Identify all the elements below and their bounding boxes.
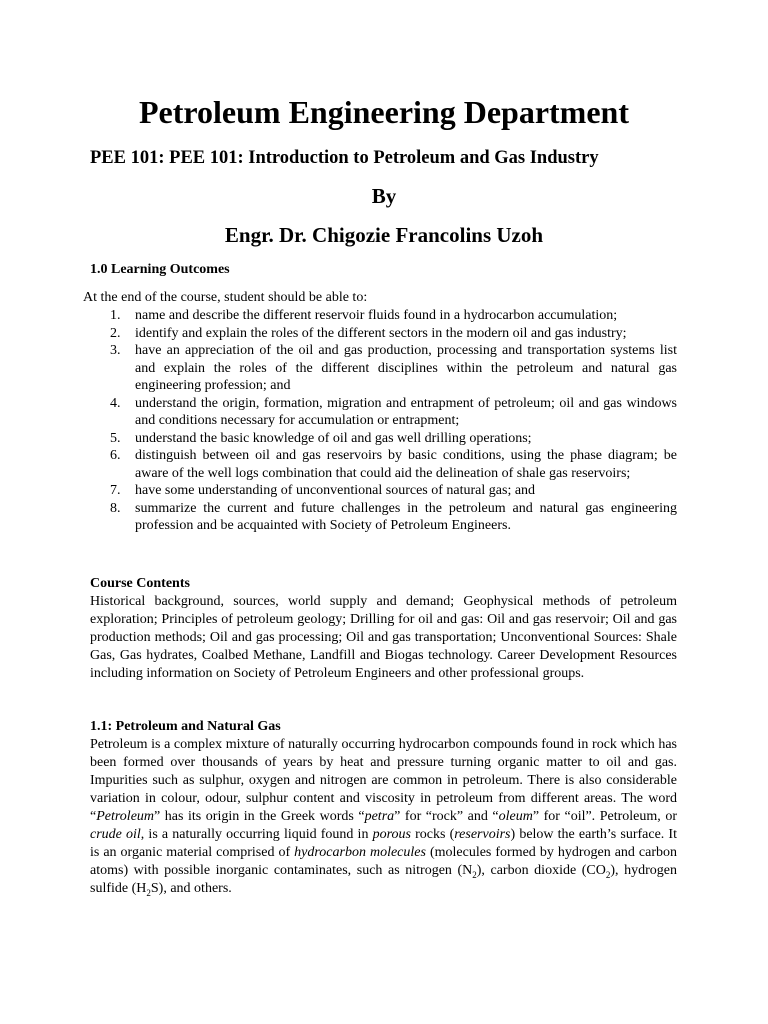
list-text: understand the basic knowledge of oil and gas well drilling operations;: [135, 430, 532, 446]
list-text: summarize the current and future challenges in the petroleum and natural gas engineering profession and be acquainted with Society of Petroleum Engineers.: [135, 500, 677, 533]
paragraph-text: ), carbon dioxide (CO: [476, 863, 606, 878]
by-label: By: [371, 184, 397, 208]
list-number: 3.: [110, 343, 121, 358]
learning-outcomes-intro: At the end of the course, student should be able to:: [83, 290, 368, 305]
emphasis-text: Petroleum: [96, 809, 155, 824]
emphasis-text: petra: [364, 809, 395, 824]
paragraph-text: ) below the earth’s surface. It is an organic material comprised of: [90, 827, 677, 860]
course-contents-heading: Course Contents: [90, 576, 190, 591]
paragraph-text: S), and others.: [150, 881, 232, 896]
emphasis-text: reservoirs: [454, 827, 511, 842]
list-number: 2.: [110, 325, 121, 341]
course-title: PEE 101: PEE 101: Introduction to Petroleum and Gas Industry: [90, 148, 599, 168]
author-name: Engr. Dr. Chigozie Francolins Uzoh: [224, 223, 544, 247]
list-text: name and describe the different reservoir fluids found in a hydrocarbon accumulation;: [135, 308, 618, 323]
subscript: 2: [146, 887, 151, 898]
list-number: 6.: [110, 448, 121, 463]
emphasis-text: crude oil: [90, 827, 141, 842]
learning-outcomes-list: [0, 307, 768, 535]
paragraph-text: ” has its origin in the Greek words “: [154, 809, 365, 824]
subscript: 2: [605, 869, 611, 880]
department-title: Petroleum Engineering Department: [139, 94, 629, 130]
petroleum-section-heading: 1.1: Petroleum and Natural Gas: [90, 719, 281, 734]
list-number: 1.: [110, 308, 121, 323]
learning-outcomes-heading: 1.0 Learning Outcomes: [90, 262, 230, 277]
paragraph-text: (molecules formed by hydrogen and carbon atoms) with possible inorganic contaminates, such as nitrogen (N: [90, 845, 678, 878]
paragraph-text: ), hydrogen sulfide (H: [90, 863, 677, 896]
subscript: 2: [472, 869, 477, 880]
paragraph-text: ” for “rock” and “: [394, 809, 499, 824]
emphasis-text: hydrocarbon molecules: [294, 845, 426, 860]
list-item: [0, 325, 677, 343]
course-contents-text: Historical background, sources, world supply and demand; Geophysical methods of petroleum exploration; Principles of petroleum geology; Drilling for oil and gas: Oil and gas reservoir; Oil and gas production methods; Oil and gas processing; Oil and gas transportation; Unconventional Sources: Shale Gas, Gas hydrates, Coalbed Methane, Landfill and Biogas technology. Career Development Resources including information on Society of Petroleum Engineers and other professional groups.: [90, 594, 677, 681]
list-number: 5.: [110, 430, 121, 446]
paragraph-text: rocks (: [410, 827, 455, 842]
list-text: have an appreciation of the oil and gas production, processing and transportation systems list and explain the roles of the different disciplines within the petroleum and natural gas engineering profession; and: [135, 343, 677, 393]
list-item: [0, 447, 677, 482]
list-item: [0, 342, 677, 395]
emphasis-text: oleum: [498, 809, 533, 824]
list-item: [0, 482, 677, 500]
petroleum-section: [90, 718, 677, 898]
list-item: [0, 395, 677, 430]
list-number: 4.: [110, 395, 121, 411]
emphasis-text: porous: [372, 827, 411, 842]
list-text: distinguish between oil and gas reservoirs by basic conditions, using the phase diagram; be aware of the well logs combination that could aid the delineation of shale gas reservoirs;: [135, 448, 677, 481]
list-text: understand the origin, formation, migration and entrapment of petroleum; oil and gas windows and conditions necessary for accumulation or entrapment;: [135, 395, 677, 428]
list-text: identify and explain the roles of the different sectors in the modern oil and gas industry;: [135, 325, 627, 341]
list-text: have some understanding of unconventional sources of natural gas; and: [135, 483, 536, 498]
course-contents-section: [90, 575, 677, 683]
list-number: 8.: [110, 500, 121, 516]
paragraph-text: , is a naturally occurring liquid found in: [140, 827, 373, 842]
list-item: [0, 430, 677, 448]
paragraph-text: Petroleum is a complex mixture of naturally occurring hydrocarbon compounds found in rock which has been formed over thousands of years by heat and pressure turning organic matter to oil and gas. Impurities such as sulphur, oxygen and nitrogen are common in petroleum. There is also considerable variation in colour, odour, sulphur content and viscosity in petroleum from different areas. The word “: [90, 737, 677, 824]
list-number: 7.: [110, 483, 121, 498]
list-item: [0, 500, 677, 535]
list-item: [0, 307, 677, 325]
paragraph-text: ” for “oil”. Petroleum, or: [532, 809, 677, 824]
